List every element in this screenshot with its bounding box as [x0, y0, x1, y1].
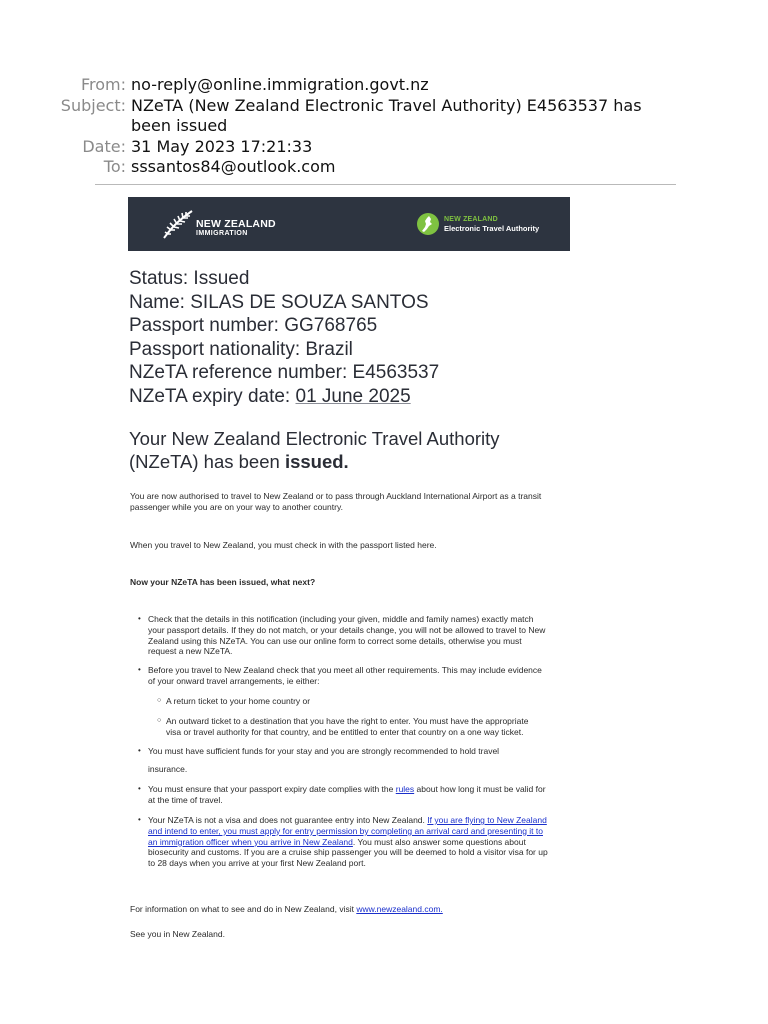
expiry-date-link[interactable]: 01 June 2025: [295, 385, 411, 407]
nz-immigration-title: NEW ZEALAND: [196, 218, 276, 230]
subject-row: [0, 96, 680, 137]
bullet-marker: •: [138, 614, 141, 623]
issued-headline: [129, 427, 559, 473]
expiry-rule-text-end: about how long it must be valid for at the time of travel.: [148, 784, 546, 805]
subject-text: NZeTA (New Zealand Electronic Travel Authority) E4563537 has been issued: [131, 95, 642, 135]
nzeta-title: NEW ZEALAND: [444, 216, 498, 223]
bullet-marker: •: [138, 815, 141, 824]
nz-immigration-banner: [128, 197, 570, 251]
date-row: [0, 137, 680, 158]
headline-text: Your New Zealand Electronic Travel Authority (NZeTA) has been: [129, 428, 500, 472]
nzeta-subtitle: Electronic Travel Authority: [444, 224, 540, 233]
to-label: To:: [103, 157, 126, 176]
status-line: Status: Issued: [129, 268, 250, 289]
sub-item-outward-ticket: An outward ticket to a destination that you have the right to enter. You must have the appropriate visa or travel authority for that country, and be entitled to enter that country on a one way ticket.: [166, 716, 529, 737]
info-paragraph: [130, 904, 550, 915]
passport-number-line: Passport number: GG768765: [129, 315, 378, 336]
signoff-text: See you in New Zealand.: [130, 929, 225, 939]
list-item-requirements: Before you travel to New Zealand check that you meet all other requirements. This may include evidence of your onward travel arrangements, ie either:: [148, 665, 542, 686]
info-text: For information on what to see and do in New Zealand, visit: [130, 904, 357, 914]
from-label: From:: [80, 75, 126, 94]
authorised-paragraph: You are now authorised to travel to New Zealand or to pass through Auckland International Airport as a transit passenger while you are on your way to another country.: [130, 491, 542, 512]
check-in-paragraph: When you travel to New Zealand, you must check in with the passport listed here.: [130, 540, 437, 550]
rules-link[interactable]: rules: [395, 784, 415, 794]
date-label: Date:: [82, 136, 126, 156]
silver-fern-icon: [162, 208, 194, 240]
name-line: Name: SILAS DE SOUZA SANTOS: [129, 291, 429, 313]
bullet-marker: •: [138, 665, 141, 674]
list-item-funds: [148, 746, 548, 775]
nz-map-icon: [416, 212, 440, 236]
from-address[interactable]: no-reply@online.immigration.govt.nz: [131, 75, 429, 94]
subject-label: Subject:: [60, 95, 126, 115]
bullet-marker: •: [138, 746, 141, 755]
list-item-not-a-visa: [148, 815, 548, 869]
next-steps-heading: Now your NZeTA has been issued, what next?: [130, 577, 316, 587]
sub-bullet-marker: ○: [157, 697, 162, 704]
sub-item-return-ticket: A return ticket to your home country or: [166, 696, 311, 706]
nzeta-details: [129, 267, 439, 408]
expiry-line: [129, 385, 439, 409]
to-address[interactable]: sssantos84@outlook.com: [131, 157, 336, 176]
arrival-card-link[interactable]: If you are flying to New Zealand and intend to enter, you must apply for entry permission by completing an arrival card and presenting it to an immigration officer when you arrive in New Zealand: [148, 815, 547, 847]
to-row: [0, 157, 680, 178]
from-row: [0, 75, 680, 96]
date-value: 31 May 2023 17:21:33: [131, 136, 313, 156]
nz-immigration-subtitle: IMMIGRATION: [196, 230, 248, 237]
expiry-rule-text: You must ensure that your passport expiry date complies with the: [148, 784, 396, 794]
sub-bullet-marker: ○: [157, 717, 162, 724]
funds-line-1: You must have sufficient funds for your stay and you are strongly recommended to hold travel: [148, 746, 500, 756]
bullet-marker: •: [138, 784, 141, 793]
not-visa-text: Your NZeTA is not a visa and does not guarantee entry into New Zealand.: [148, 815, 428, 825]
list-item-check-details: Check that the details in this notification (including your given, middle and family names) exactly match your passport details. If they do not match, or your details change, you will not be allowed to travel to New Zealand using this NZeTA. You can use our online form to correct some details, otherwise you must request a new NZeTA.: [148, 614, 546, 657]
not-visa-text-end: . You must also answer some questions about biosecurity and customs. If you are a cruise ship passenger you will be deemed to hold a visitor visa for up to 28 days when you arrive at your first New Zealand port.: [148, 836, 548, 869]
reference-line: NZeTA reference number: E4563537: [129, 362, 440, 383]
newzealand-com-link[interactable]: www.newzealand.com.: [356, 904, 443, 914]
funds-line-2: insurance.: [148, 763, 188, 774]
email-header: [0, 75, 680, 178]
headline-emphasis: issued.: [284, 451, 349, 472]
nationality-line: Passport nationality: Brazil: [129, 338, 353, 360]
list-item-passport-expiry: [148, 784, 548, 806]
header-divider: [95, 184, 676, 185]
expiry-label: NZeTA expiry date:: [129, 385, 296, 407]
